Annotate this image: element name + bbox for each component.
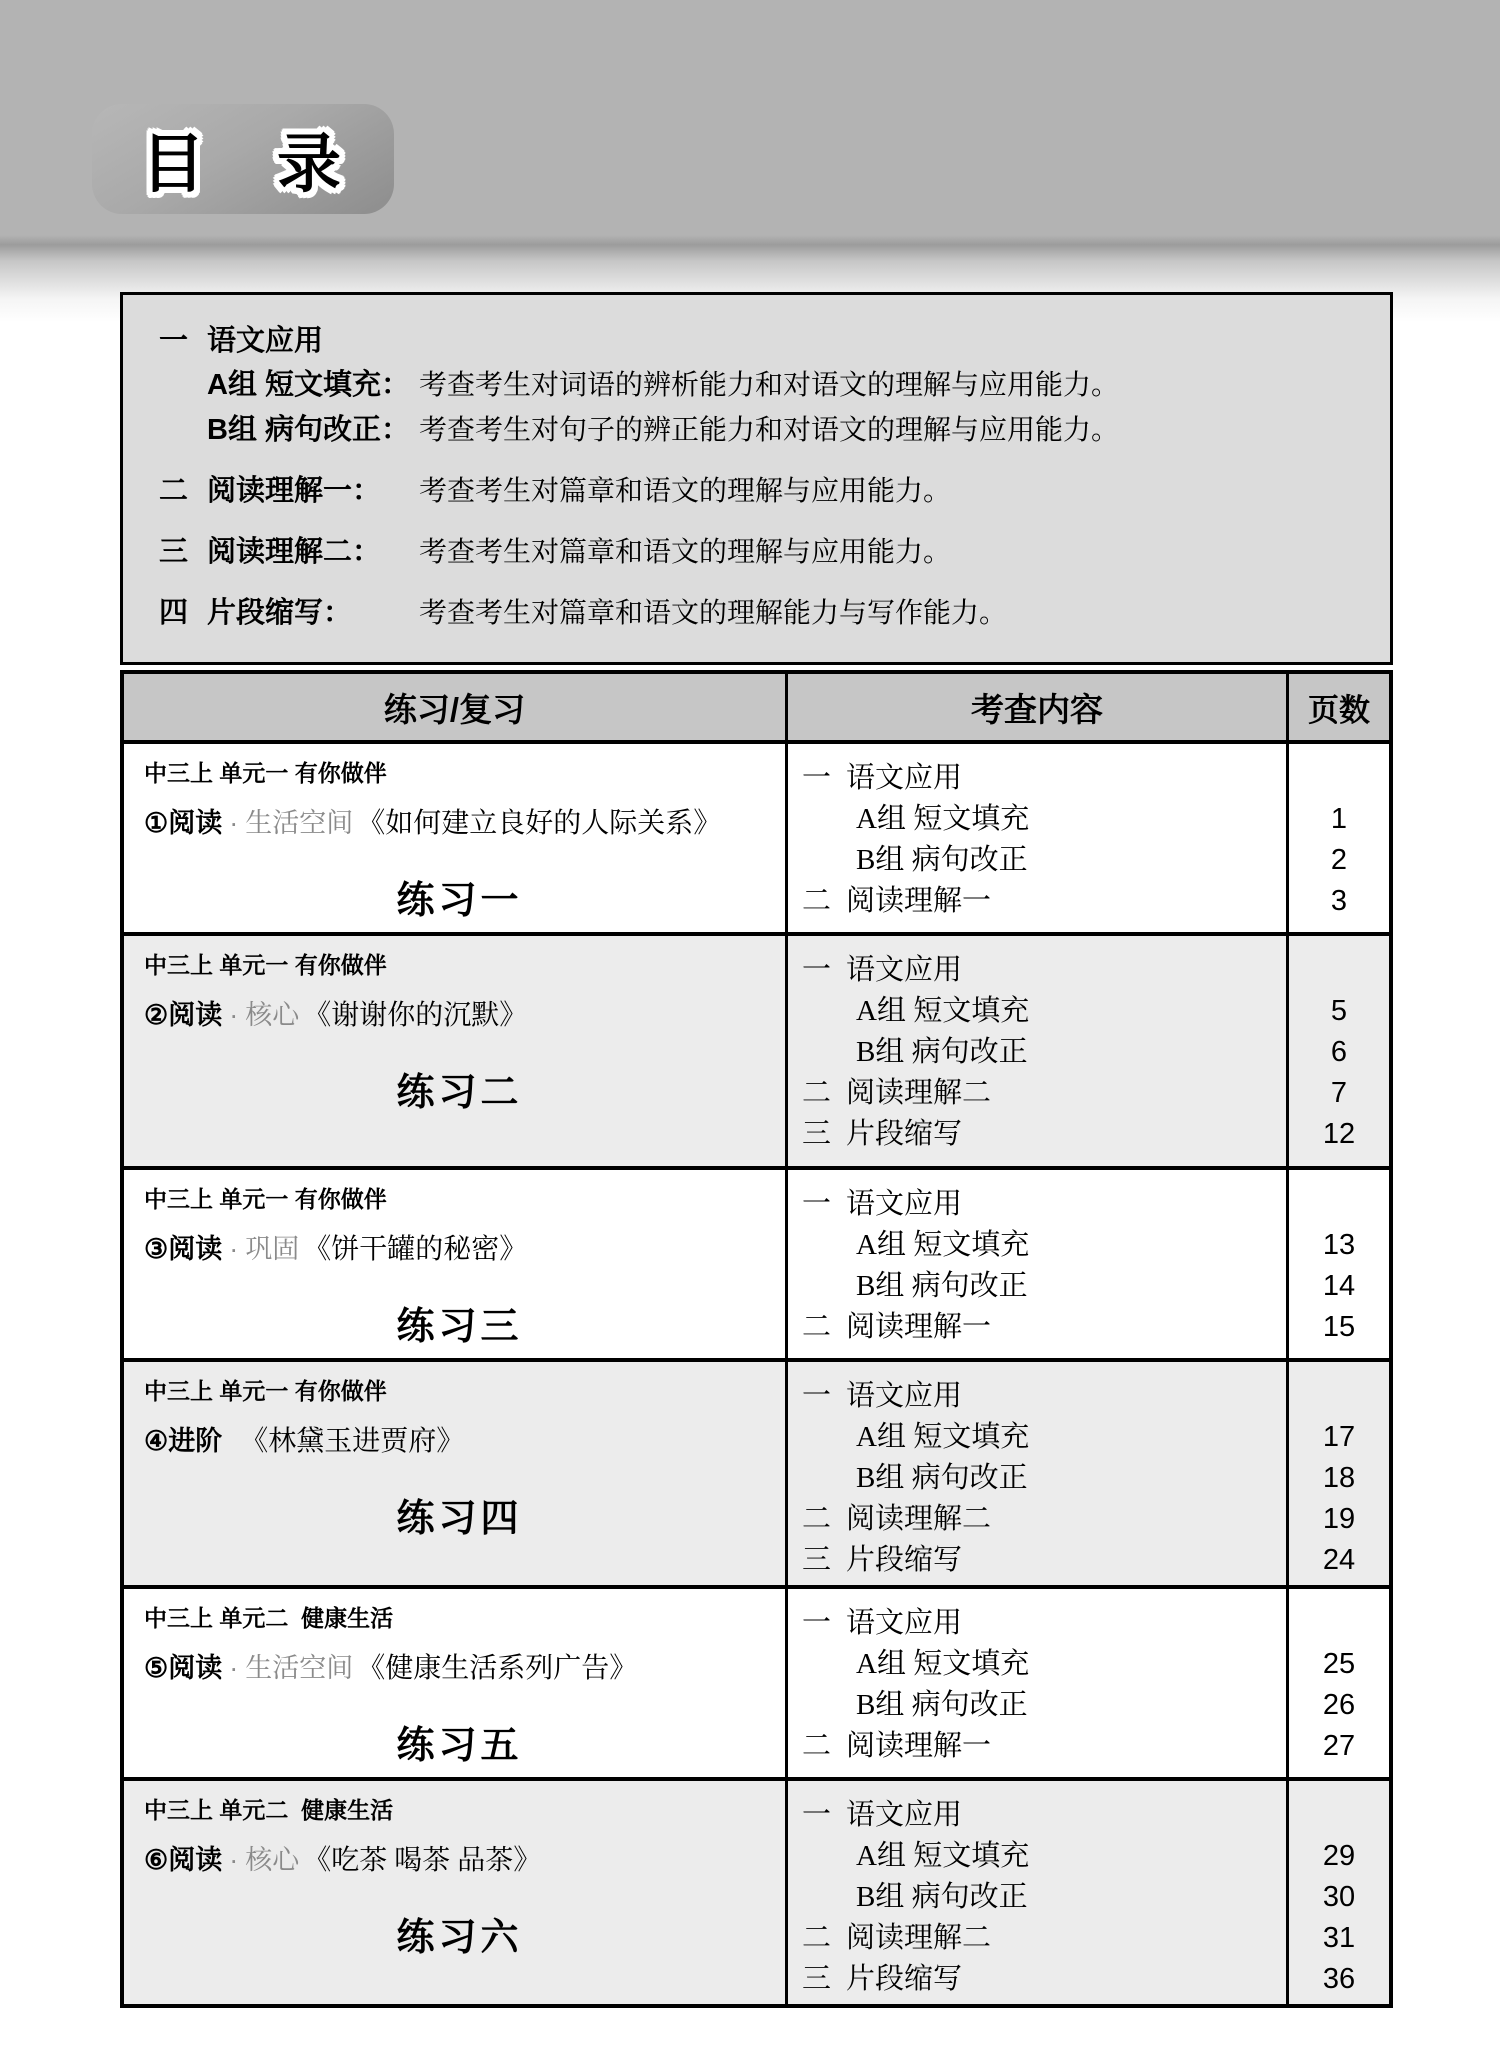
page-number	[1289, 1603, 1389, 1644]
unit-label: 中三上 单元二 健康生活	[144, 1797, 394, 1823]
item-text: 语文应用	[846, 954, 963, 986]
unit-label: 中三上 单元一 有你做伴	[144, 760, 387, 786]
item-text: B组 病句改正	[856, 1270, 1028, 1302]
item-number	[802, 1417, 846, 1458]
content-item	[802, 1540, 1286, 1581]
exercise-name: 练习三	[396, 1306, 523, 1348]
item-text: A组 短文填充	[856, 803, 1030, 835]
content-item	[802, 840, 1286, 881]
content-item	[802, 1032, 1286, 1073]
page-number	[1289, 1795, 1389, 1836]
page-number: 26	[1322, 1689, 1356, 1721]
header-pages-column: 页数	[1308, 692, 1370, 728]
reading-type-label: 阅读	[168, 808, 223, 838]
dot-separator: ·	[229, 808, 239, 838]
page-number: 6	[1330, 1036, 1348, 1068]
item-number: 二	[802, 1922, 832, 1954]
item-number: 一	[802, 762, 832, 794]
content-item	[802, 991, 1286, 1032]
dot-separator: ·	[229, 1845, 239, 1875]
reading-title: 《林黛玉进贾府》	[240, 1426, 465, 1457]
exercise-cell	[124, 1781, 788, 2004]
reading-title: 《吃茶 喝茶 品茶》	[303, 1845, 542, 1876]
page-title: 目 录	[141, 128, 345, 200]
item-number: 一	[802, 1380, 832, 1412]
page-number: 31	[1322, 1922, 1356, 1954]
item-number	[802, 1458, 846, 1499]
item-text: 语文应用	[846, 1607, 963, 1639]
toc-table	[120, 670, 1393, 2008]
exercise-cell	[124, 744, 788, 932]
content-item	[802, 1795, 1286, 1836]
table-row	[124, 1781, 1389, 2004]
intro-section-label: 语文应用	[207, 325, 324, 357]
header-exercise-column: 练习/复习	[124, 674, 788, 740]
table-row	[124, 1589, 1389, 1781]
content-item	[802, 1726, 1286, 1767]
content-item	[802, 1959, 1286, 2000]
item-number	[802, 1266, 846, 1307]
item-number: 一	[802, 954, 832, 986]
table-row	[124, 1170, 1389, 1362]
exercise-cell	[124, 1589, 788, 1777]
page-number: 29	[1322, 1840, 1356, 1872]
item-text: A组 短文填充	[856, 1648, 1030, 1680]
item-text: 阅读理解二	[846, 1922, 992, 1954]
content-item	[802, 1417, 1286, 1458]
page-number: 17	[1322, 1421, 1356, 1453]
item-number	[802, 991, 846, 1032]
page-number: 1	[1330, 803, 1348, 835]
content-item	[802, 1836, 1286, 1877]
reading-category: 巩固	[245, 1234, 300, 1264]
unit-label: 中三上 单元二 健康生活	[144, 1605, 394, 1631]
unit-label: 中三上 单元一 有你做伴	[144, 1186, 387, 1212]
content-item	[802, 758, 1286, 799]
page-number: 12	[1322, 1118, 1356, 1150]
item-text: 语文应用	[846, 1188, 963, 1220]
reading-number-badge: ③	[144, 1234, 169, 1264]
item-text: A组 短文填充	[856, 1840, 1030, 1872]
content-cell	[788, 936, 1289, 1166]
reading-title: 《饼干罐的秘密》	[303, 1234, 528, 1265]
intro-section-description: 考查考生对篇章和语文的理解与应用能力。	[419, 476, 952, 507]
intro-line	[159, 408, 1362, 453]
reading-type-label: 进阶	[168, 1426, 223, 1456]
intro-section-number: 一	[159, 325, 189, 357]
exercise-name: 练习四	[396, 1498, 523, 1540]
item-text: A组 短文填充	[856, 1229, 1030, 1261]
table-row	[124, 1362, 1389, 1589]
item-number	[802, 1877, 846, 1918]
item-number: 二	[802, 1503, 832, 1535]
content-cell	[788, 1589, 1289, 1777]
intro-section-description: 考查考生对词语的辨析能力和对语文的理解与应用能力。	[419, 370, 1120, 401]
content-item	[802, 1376, 1286, 1417]
page-number	[1289, 1376, 1389, 1417]
content-cell	[788, 1781, 1289, 2004]
toc-table-header	[124, 674, 1389, 744]
pages-cell	[1289, 744, 1389, 932]
dot-separator: ·	[229, 1653, 239, 1683]
content-item	[802, 1644, 1286, 1685]
item-text: 语文应用	[846, 1380, 963, 1412]
item-number: 二	[802, 1311, 832, 1343]
pages-cell	[1289, 1589, 1389, 1777]
reading-category: 核心	[245, 1845, 300, 1875]
content-item	[802, 881, 1286, 922]
reading-number-badge: ⑥	[144, 1845, 169, 1875]
page-number: 3	[1330, 885, 1348, 917]
exercise-name: 练习六	[396, 1917, 523, 1959]
exercise-name: 练习一	[396, 880, 523, 922]
intro-box	[120, 292, 1393, 665]
reading-title: 《健康生活系列广告》	[357, 1653, 638, 1684]
content-item	[802, 1184, 1286, 1225]
content-item	[802, 1073, 1286, 1114]
intro-section-label: 阅读理解一：	[207, 475, 382, 507]
item-number: 一	[802, 1188, 832, 1220]
content-item	[802, 1499, 1286, 1540]
page-number: 19	[1322, 1503, 1356, 1535]
reading-line	[144, 1841, 775, 1880]
content-item	[802, 1685, 1286, 1726]
page-number: 13	[1322, 1229, 1356, 1261]
unit-label: 中三上 单元一 有你做伴	[144, 952, 387, 978]
dot-separator: ·	[229, 1234, 239, 1264]
item-number	[802, 1836, 846, 1877]
content-item	[802, 1603, 1286, 1644]
page-number	[1289, 758, 1389, 799]
intro-section-label: 片段缩写：	[207, 597, 353, 629]
intro-section-label: B组 病句改正：	[207, 414, 411, 446]
reading-type-label: 阅读	[168, 1653, 223, 1683]
reading-type-label: 阅读	[168, 1234, 223, 1264]
intro-section-label: A组 短文填充：	[207, 369, 411, 401]
exercise-cell	[124, 936, 788, 1166]
item-text: 片段缩写	[846, 1544, 963, 1576]
content-item	[802, 1114, 1286, 1155]
pages-cell	[1289, 1362, 1389, 1585]
intro-section-description: 考查考生对篇章和语文的理解与应用能力。	[419, 537, 952, 568]
item-text: 片段缩写	[846, 1963, 963, 1995]
exercise-cell	[124, 1170, 788, 1358]
reading-number-badge: ②	[144, 1000, 169, 1030]
intro-section-label: 阅读理解二：	[207, 536, 382, 568]
reading-line	[144, 804, 775, 843]
reading-title: 《谢谢你的沉默》	[303, 1000, 528, 1031]
content-item	[802, 1307, 1286, 1348]
item-text: 语文应用	[846, 1799, 963, 1831]
item-text: B组 病句改正	[856, 844, 1028, 876]
content-item	[802, 1266, 1286, 1307]
exercise-cell	[124, 1362, 788, 1585]
item-text: B组 病句改正	[856, 1036, 1028, 1068]
table-row	[124, 744, 1389, 936]
item-number	[802, 1644, 846, 1685]
content-item	[802, 950, 1286, 991]
item-number	[802, 1032, 846, 1073]
item-text: B组 病句改正	[856, 1689, 1028, 1721]
page-number: 5	[1330, 995, 1348, 1027]
dot-separator: ·	[229, 1000, 239, 1030]
intro-section-number: 三	[159, 536, 189, 568]
header-content-column: 考查内容	[788, 674, 1289, 740]
intro-line	[159, 530, 1362, 575]
item-number: 二	[802, 1730, 832, 1762]
item-text: A组 短文填充	[856, 995, 1030, 1027]
page-number: 27	[1322, 1730, 1356, 1762]
page-number: 25	[1322, 1648, 1356, 1680]
pages-cell	[1289, 1170, 1389, 1358]
item-text: B组 病句改正	[856, 1462, 1028, 1494]
table-row	[124, 936, 1389, 1170]
page-title-box	[92, 104, 394, 214]
content-item	[802, 1877, 1286, 1918]
intro-section-description: 考查考生对句子的辨正能力和对语文的理解与应用能力。	[419, 415, 1120, 446]
content-item	[802, 1225, 1286, 1266]
item-text: 阅读理解一	[846, 1730, 992, 1762]
item-number	[802, 840, 846, 881]
item-text: A组 短文填充	[856, 1421, 1030, 1453]
page-number: 36	[1322, 1963, 1356, 1995]
item-number: 二	[802, 1077, 832, 1109]
page-number: 7	[1330, 1077, 1348, 1109]
unit-label: 中三上 单元一 有你做伴	[144, 1378, 387, 1404]
pages-cell	[1289, 936, 1389, 1166]
item-number: 一	[802, 1799, 832, 1831]
item-text: 阅读理解二	[846, 1503, 992, 1535]
page-number: 30	[1322, 1881, 1356, 1913]
page-number: 2	[1330, 844, 1348, 876]
content-cell	[788, 1362, 1289, 1585]
reading-type-label: 阅读	[168, 1845, 223, 1875]
item-number: 二	[802, 885, 832, 917]
item-text: B组 病句改正	[856, 1881, 1028, 1913]
reading-type-label: 阅读	[168, 1000, 223, 1030]
item-number	[802, 799, 846, 840]
item-number	[802, 1225, 846, 1266]
content-item	[802, 799, 1286, 840]
toc-table-body	[124, 744, 1389, 2004]
intro-section-number: 二	[159, 475, 189, 507]
reading-number-badge: ①	[144, 808, 169, 838]
intro-section-number: 四	[159, 597, 189, 629]
item-number: 三	[802, 1963, 832, 1995]
item-number: 一	[802, 1607, 832, 1639]
reading-line	[144, 1422, 775, 1461]
reading-title: 《如何建立良好的人际关系》	[357, 808, 722, 839]
content-item	[802, 1458, 1286, 1499]
page-number: 24	[1322, 1544, 1356, 1576]
intro-section-description: 考查考生对篇章和语文的理解能力与写作能力。	[419, 598, 1008, 629]
pages-cell	[1289, 1781, 1389, 2004]
item-text: 阅读理解一	[846, 1311, 992, 1343]
reading-category: 核心	[245, 1000, 300, 1030]
page-number: 18	[1322, 1462, 1356, 1494]
item-text: 片段缩写	[846, 1118, 963, 1150]
exercise-name: 练习五	[396, 1725, 523, 1767]
page-number: 15	[1322, 1311, 1356, 1343]
item-text: 语文应用	[846, 762, 963, 794]
exercise-name: 练习二	[396, 1072, 523, 1114]
content-cell	[788, 1170, 1289, 1358]
intro-line	[159, 363, 1362, 408]
content-cell	[788, 744, 1289, 932]
reading-line	[144, 1230, 775, 1269]
intro-line	[159, 591, 1362, 636]
intro-line	[159, 319, 1362, 363]
intro-line	[159, 469, 1362, 514]
reading-line	[144, 1649, 775, 1688]
page-number	[1289, 1184, 1389, 1225]
item-number	[802, 1685, 846, 1726]
page-number: 14	[1322, 1270, 1356, 1302]
item-number: 三	[802, 1544, 832, 1576]
reading-line	[144, 996, 775, 1035]
item-text: 阅读理解二	[846, 1077, 992, 1109]
reading-category: 生活空间	[245, 1653, 354, 1683]
page-number	[1289, 950, 1389, 991]
reading-category: 生活空间	[245, 808, 354, 838]
reading-number-badge: ④	[144, 1426, 169, 1456]
reading-number-badge: ⑤	[144, 1653, 169, 1683]
content-item	[802, 1918, 1286, 1959]
item-number: 三	[802, 1118, 832, 1150]
item-text: 阅读理解一	[846, 885, 992, 917]
